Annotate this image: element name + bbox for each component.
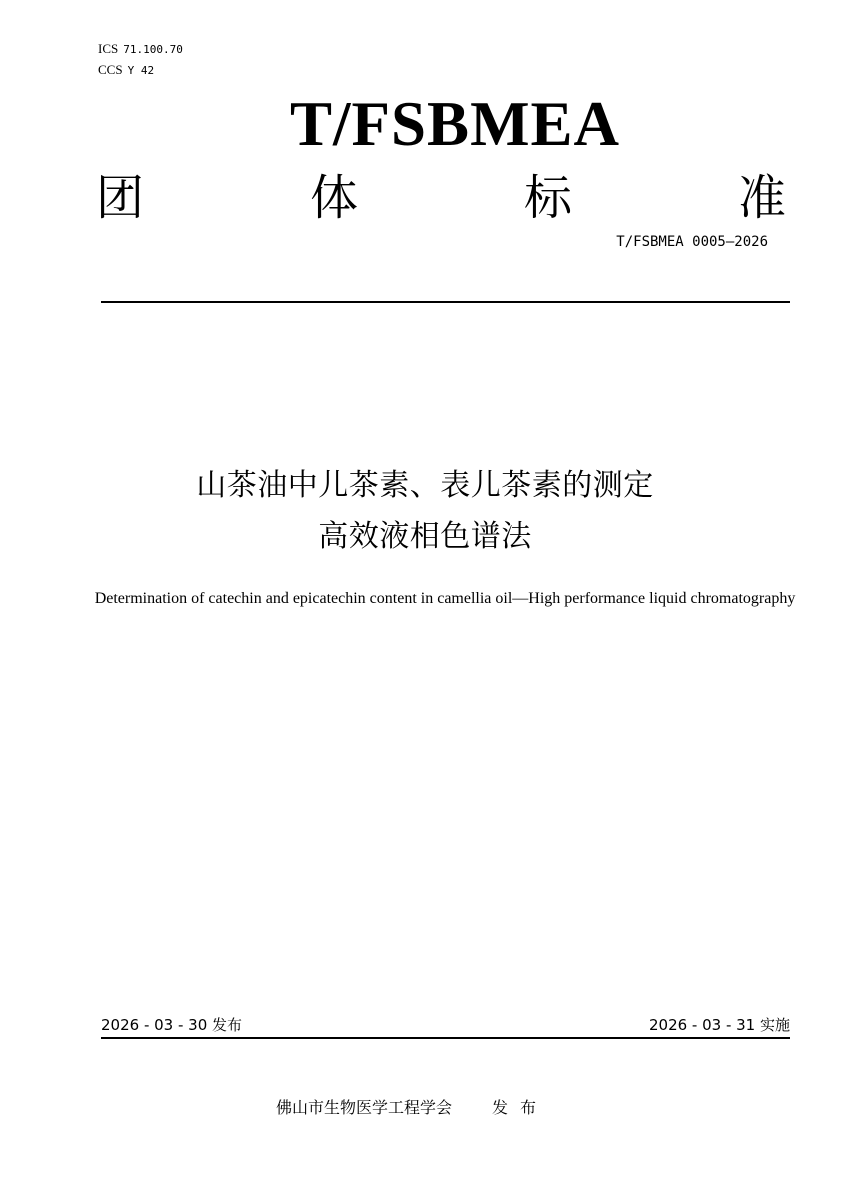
header-divider (101, 301, 790, 303)
ccs-value: Y 42 (127, 64, 155, 77)
publisher-name: 佛山市生物医学工程学会 (276, 1098, 453, 1117)
publisher-action: 发布 (492, 1098, 549, 1117)
ics-label: ICS (98, 41, 119, 56)
publisher (276, 1097, 548, 1119)
title-chinese-line-2: 高效液相色谱法 (318, 519, 532, 554)
issue-date: 2026 - 03 - 30 发布 (101, 1016, 243, 1034)
standard-number: T/FSBMEA 0005—2026 (616, 234, 768, 250)
standard-type (96, 170, 786, 226)
title-chinese-line-1: 山茶油中儿茶素、表儿茶素的测定 (196, 468, 654, 503)
standard-type-char: 团 (96, 170, 145, 226)
standard-type-char: 标 (523, 170, 572, 226)
ics-code (98, 42, 183, 57)
standard-type-char: 准 (737, 170, 786, 226)
ccs-code (98, 63, 154, 78)
standard-type-char: 体 (309, 170, 358, 226)
ics-value: 71.100.70 (123, 43, 183, 56)
implementation-date: 2026 - 03 - 31 实施 (648, 1016, 790, 1034)
footer-divider (101, 1037, 790, 1039)
title-english: Determination of catechin and epicatechin content in camellia oil—High performance liquid chromatography (94, 590, 796, 607)
ccs-label: CCS (98, 62, 123, 77)
organization-code: T/FSBMEA (290, 89, 621, 159)
